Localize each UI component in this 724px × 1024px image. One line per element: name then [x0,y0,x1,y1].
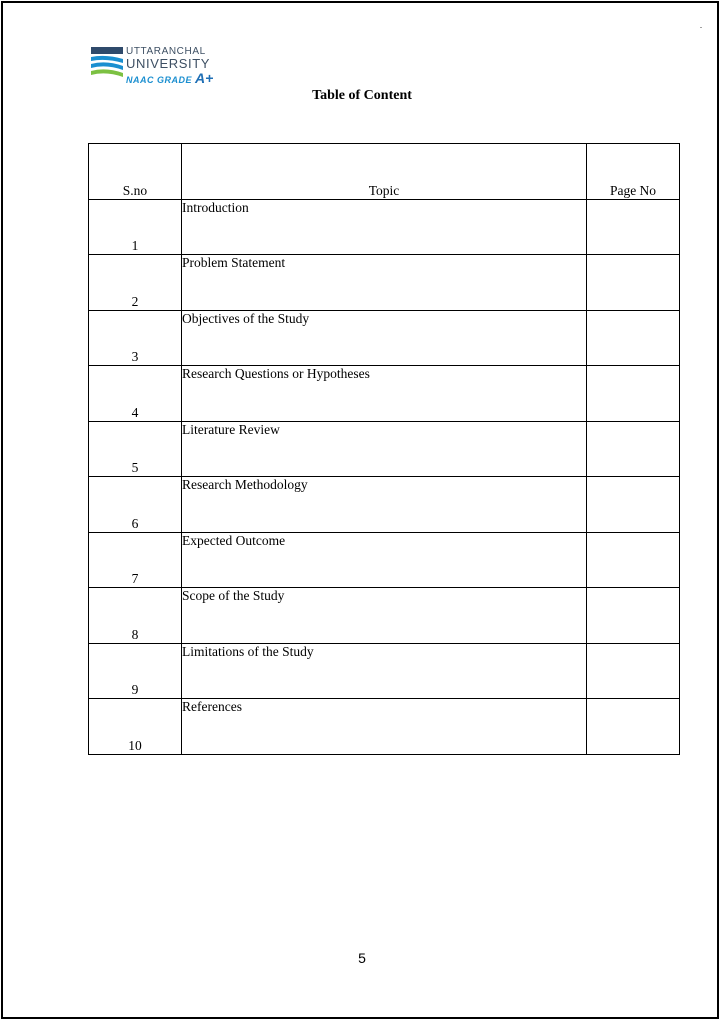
table-header-row [89,144,680,200]
row-page-no [587,310,680,366]
table-row [89,255,680,311]
row-topic: Problem Statement [182,255,587,311]
row-sno: 1 [89,199,182,255]
row-page-no [587,588,680,644]
table-row [89,699,680,755]
table-row [89,366,680,422]
row-topic: References [182,699,587,755]
table-row [89,199,680,255]
row-topic: Objectives of the Study [182,310,587,366]
table-row [89,310,680,366]
table-row [89,588,680,644]
header-sno: S.no [89,144,182,200]
table-row [89,421,680,477]
row-sno: 5 [89,421,182,477]
row-topic: Scope of the Study [182,588,587,644]
logo-line-2: UNIVERSITY [126,56,211,71]
logo-grade-mark: A+ [195,70,214,86]
logo-grade [126,70,213,88]
logo-line-1: UTTARANCHAL [126,46,206,57]
university-logo-emblem-icon [90,45,124,81]
row-page-no [587,643,680,699]
row-page-no [587,366,680,422]
table-row [89,643,680,699]
table-row [89,477,680,533]
table-row [89,532,680,588]
header-topic: Topic [182,144,587,200]
page-title: Table of Content [312,88,412,103]
row-sno: 2 [89,255,182,311]
row-topic: Research Questions or Hypotheses [182,366,587,422]
university-logo [90,45,220,85]
corner-mark: . [700,21,702,30]
row-page-no [587,255,680,311]
table-of-contents [88,143,680,755]
row-sno: 4 [89,366,182,422]
row-sno: 8 [89,588,182,644]
row-sno: 7 [89,532,182,588]
row-topic: Limitations of the Study [182,643,587,699]
row-page-no [587,421,680,477]
page-number: 5 [358,950,366,966]
logo-grade-text: NAAC GRADE [126,75,193,85]
row-page-no [587,699,680,755]
row-topic: Literature Review [182,421,587,477]
row-topic: Introduction [182,199,587,255]
row-sno: 3 [89,310,182,366]
row-page-no [587,477,680,533]
header-page-no: Page No [587,144,680,200]
row-topic: Research Methodology [182,477,587,533]
row-sno: 9 [89,643,182,699]
row-topic: Expected Outcome [182,532,587,588]
row-page-no [587,532,680,588]
row-sno: 10 [89,699,182,755]
row-page-no [587,199,680,255]
row-sno: 6 [89,477,182,533]
